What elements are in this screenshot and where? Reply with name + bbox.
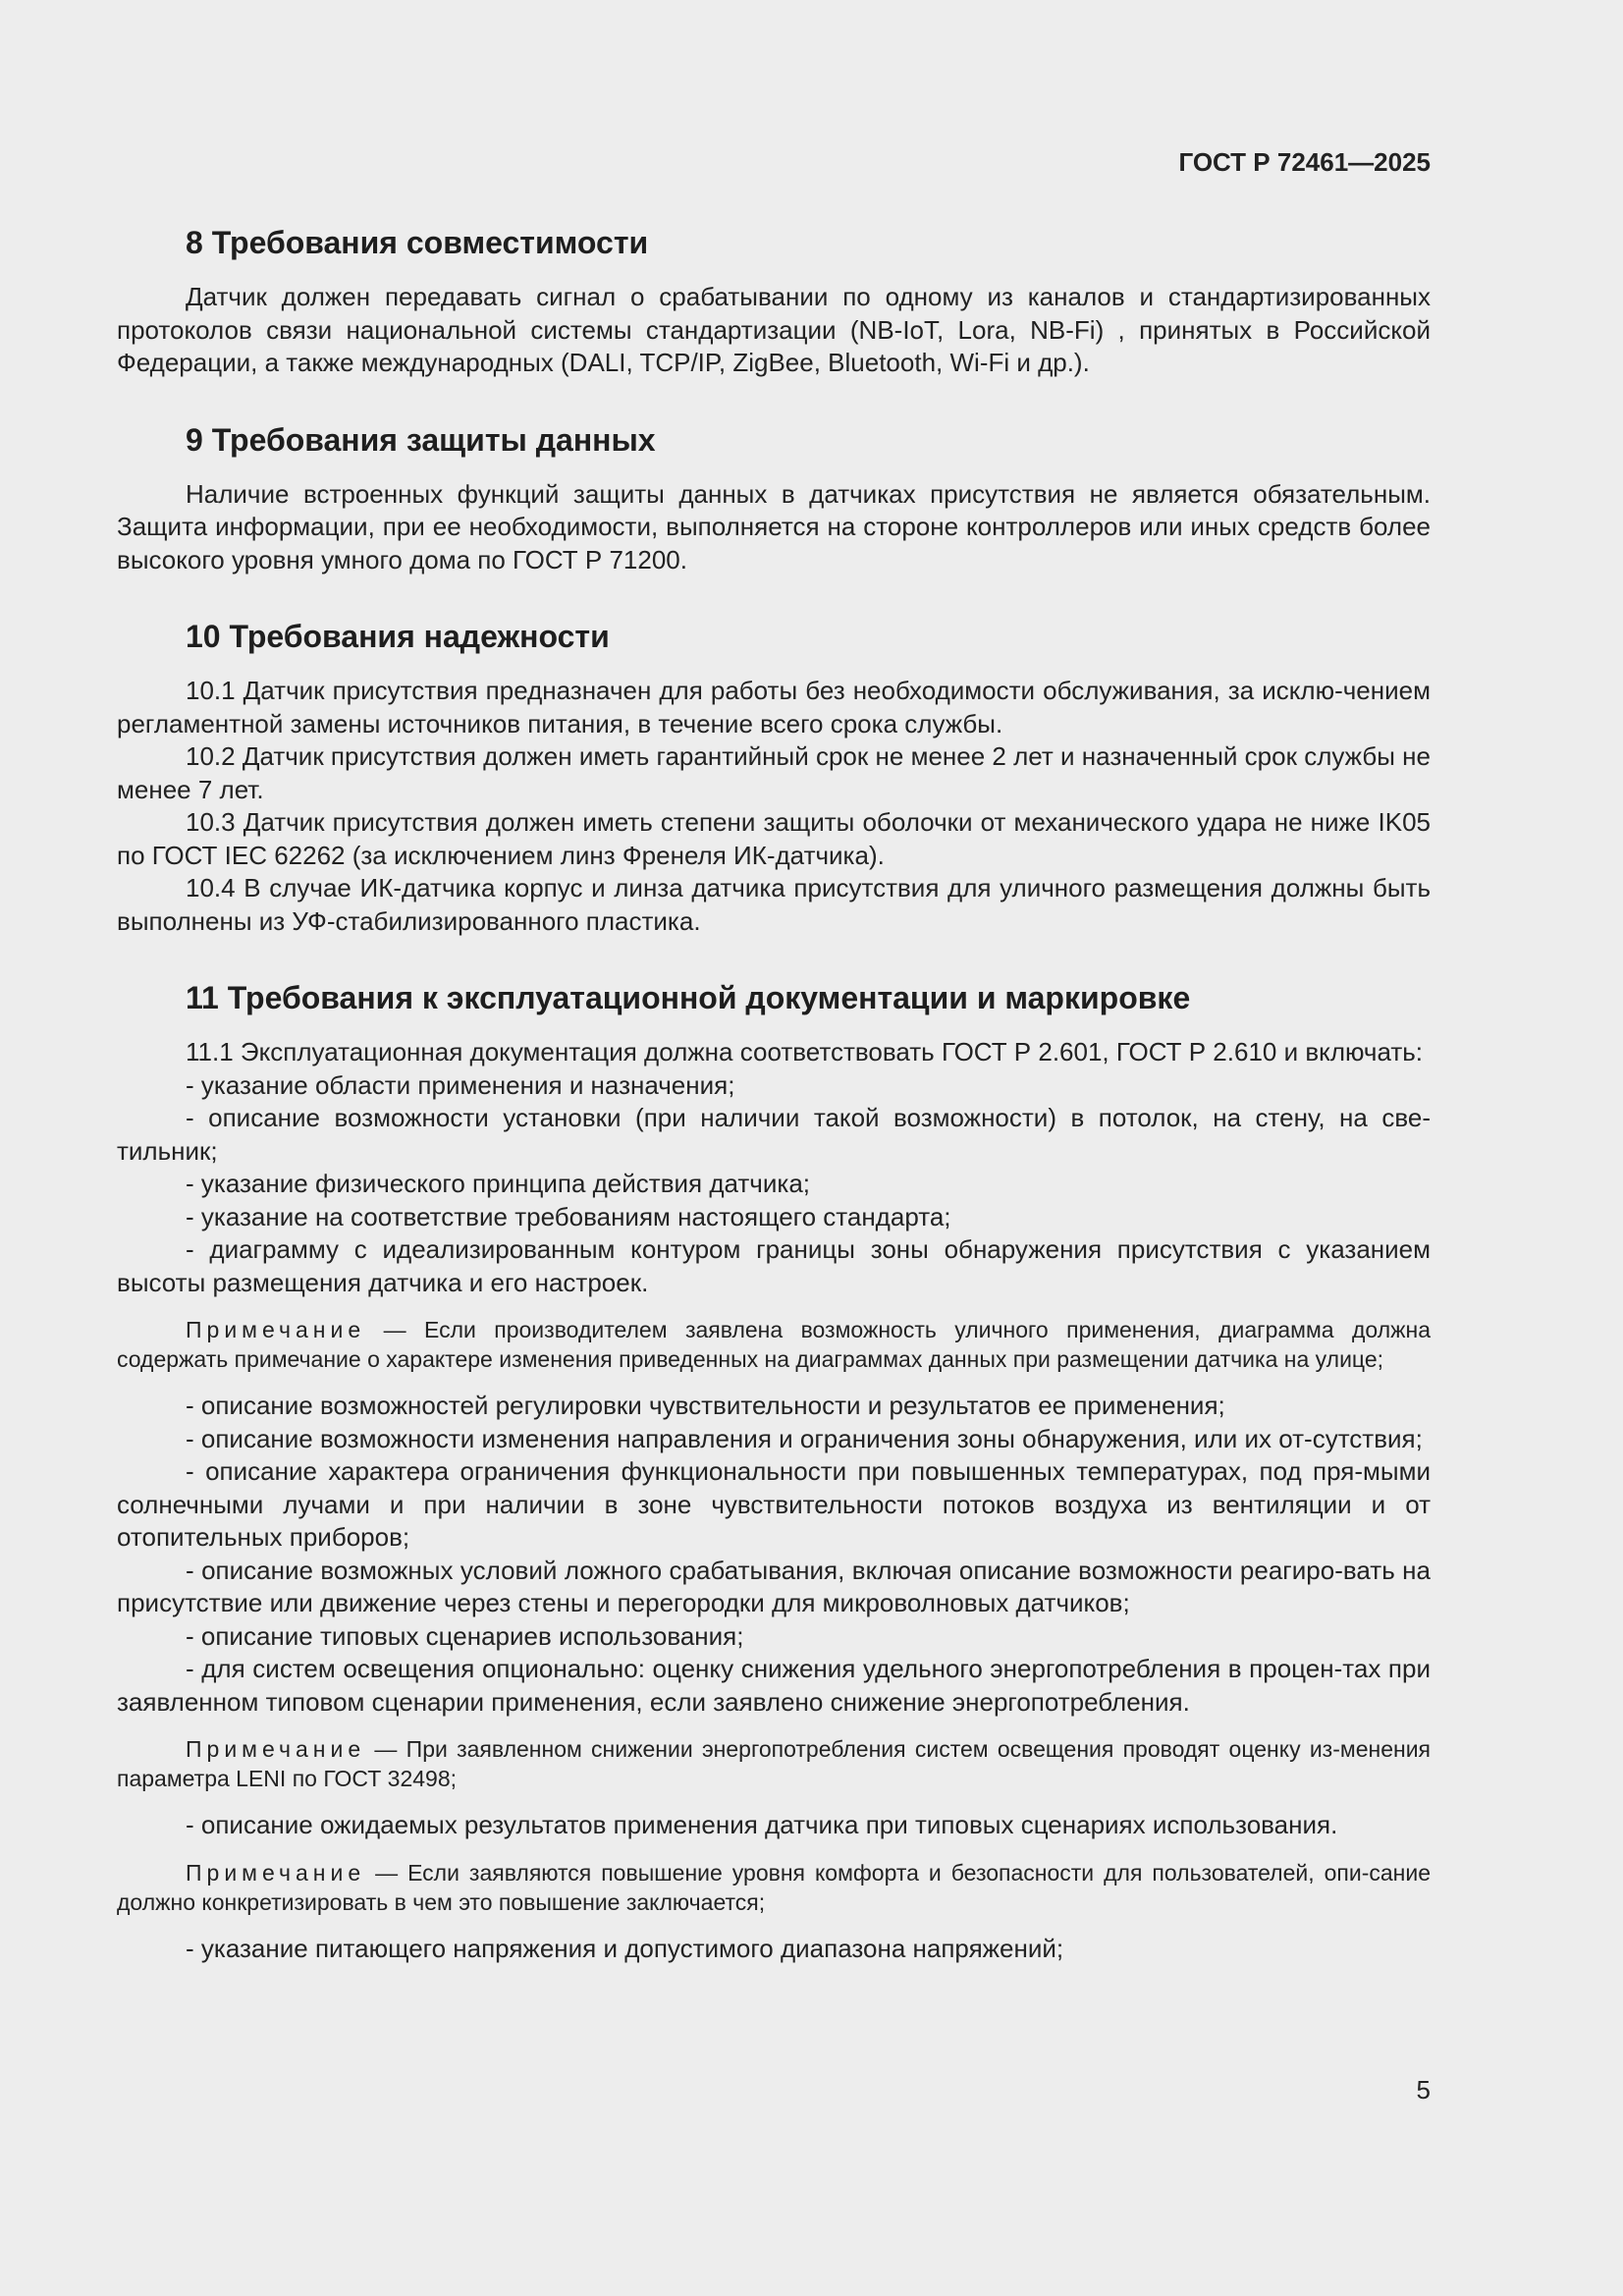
clause-10-2: 10.2 Датчик присутствия должен иметь гарантийный срок не менее 2 лет и назначенный срок службы не менее 7 лет. <box>117 741 1431 804</box>
list-item: - указание физического принципа действия датчика; <box>186 1169 810 1198</box>
note-text: — Если производителем заявлена возможность уличного применения, диаграмма должна содержать примечание о характере изменения приведенных на диаграммах данных при размещении датчика на улице; <box>117 1317 1431 1372</box>
list-item: - указание области применения и назначения; <box>186 1069 735 1100</box>
note-label: Примечание <box>186 1317 366 1342</box>
note-1 <box>117 1315 1431 1374</box>
list-item: - описание типовых сценариев использования; <box>186 1620 744 1651</box>
list-item: - описание ожидаемых результатов применения датчика при типовых сценариях использования. <box>186 1810 1338 1839</box>
clause-11-1: 11.1 Эксплуатационная документация должна соответствовать ГОСТ Р 2.601, ГОСТ Р 2.610 и включать: <box>186 1037 1424 1066</box>
section-8-paragraph: Датчик должен передавать сигнал о срабатывании по одному из каналов и стандартизированных протоколов связи национальной системы стандартизации (NB-IoT, Lora, NB-Fi) , принятых в Российской Федерации, а также международных (DALI, TCP/IP, ZigBee, Bluetooth, Wi-Fi и др.). <box>117 282 1431 377</box>
document-code: ГОСТ Р 72461—2025 <box>1178 147 1431 177</box>
list-item: - указание на соответствие требованиям настоящего стандарта; <box>186 1201 951 1231</box>
section-9-paragraph: Наличие встроенных функций защиты данных в датчиках присутствия не является обязательным. Защита информации, при ее необходимости, выполняется на стороне контроллеров или иных средств более высокого уровня умного дома по ГОСТ Р 71200. <box>117 478 1431 574</box>
list-item: - описание возможности установки (при наличии такой возможности) в потолок, на стену, на све-тильник; <box>117 1103 1431 1166</box>
note-text: — Если заявляются повышение уровня комфорта и безопасности для пользователей, опи-сание должно конкретизировать в чем это повышение заключается; <box>117 1859 1431 1915</box>
list-item: - описание возможностей регулировки чувствительности и результатов ее применения; <box>186 1391 1225 1420</box>
clause-10-3: 10.3 Датчик присутствия должен иметь степени защиты оболочки от механического удара не ниже IK05 по ГОСТ IEC 62262 (за исключением линз Френеля ИК-датчика). <box>117 807 1431 870</box>
clause-10-1: 10.1 Датчик присутствия предназначен для работы без необходимости обслуживания, за исклю-чением регламентной замены источников питания, в течение всего срока службы. <box>117 676 1431 738</box>
note-label: Примечание <box>186 1859 366 1886</box>
note-3 <box>117 1858 1431 1917</box>
section-11 <box>117 977 1431 1965</box>
note-2 <box>117 1734 1431 1793</box>
note-label: Примечание <box>186 1736 366 1762</box>
note-text: — При заявленном снижении энергопотребления систем освещения проводят оценку из-менения параметра LENI по ГОСТ 32498; <box>117 1736 1431 1791</box>
section-11-title: 11 Требования к эксплуатационной документации и маркировке <box>186 980 1191 1015</box>
page-number: 5 <box>1416 2075 1431 2105</box>
document-body <box>117 222 1431 2004</box>
clause-10-4: 10.4 В случае ИК-датчика корпус и линза датчика присутствия для уличного размещения должны быть выполнены из УФ-стабилизированного пластика. <box>117 873 1431 936</box>
list-item: - описание характера ограничения функциональности при повышенных температурах, под пря-мыми солнечными лучами и при наличии в зоне чувствительности потоков воздуха из вентиляции и от отопительных приборов; <box>117 1456 1431 1552</box>
list-item: - указание питающего напряжения и допустимого диапазона напряжений; <box>186 1933 1064 1963</box>
section-9 <box>117 419 1431 577</box>
list-item: - описание возможности изменения направления и ограничения зоны обнаружения, или их от-сутствия; <box>186 1423 1423 1453</box>
list-item: - для систем освещения опционально: оценку снижения удельного энергопотребления в процен-тах при заявленном типовом сценарии применения, если заявлено снижение энергопотребления. <box>117 1654 1431 1717</box>
section-9-title: 9 Требования защиты данных <box>186 421 656 458</box>
section-10-title: 10 Требования надежности <box>186 619 610 654</box>
list-item: - описание возможных условий ложного срабатывания, включая описание возможности реагиро-вать на присутствие или движение через стены и перегородки для микроволновых датчиков; <box>117 1555 1431 1617</box>
list-item: - диаграмму с идеализированным контуром границы зоны обнаружения присутствия с указанием высоты размещения датчика и его настроек. <box>117 1234 1431 1297</box>
section-8 <box>117 222 1431 380</box>
section-8-title: 8 Требования совместимости <box>186 225 649 260</box>
section-10 <box>117 616 1431 938</box>
